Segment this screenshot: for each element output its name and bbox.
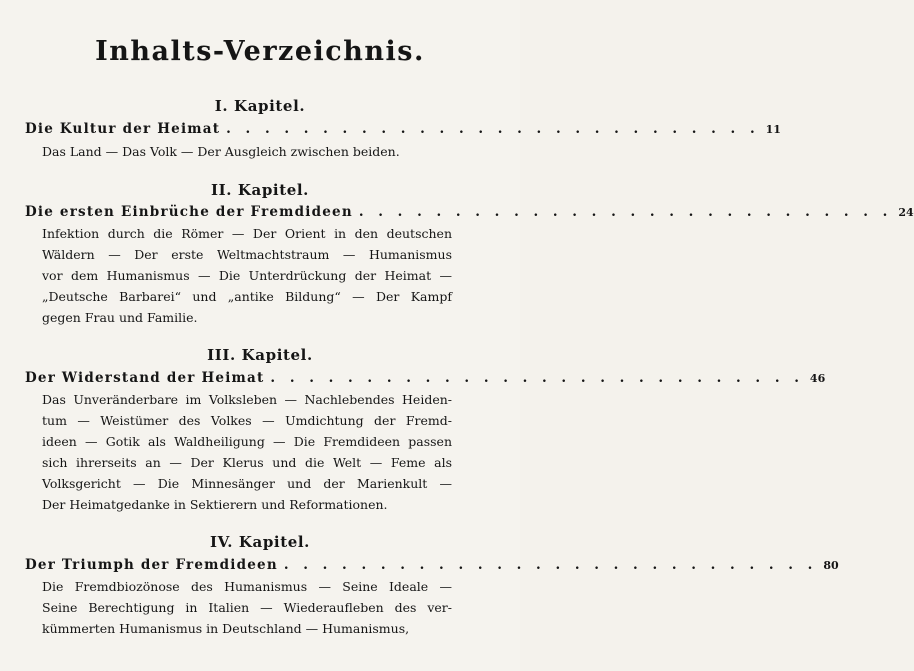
toc-entry [25,204,914,224]
summary-line: Die Fremdbiozönose des Humanismus — Seine Ideale — [42,579,452,594]
chapter-heading: IV. Kapitel. [209,533,310,551]
chapter-summary [42,389,452,515]
chapter-heading: III. Kapitel. [207,346,313,364]
entry-title: Die Kultur der Heimat [25,121,221,137]
summary-line: Das Land — Das Volk — Der Ausgleich zwischen beiden. [42,144,400,159]
chapter-summary [42,141,452,162]
toc-entry [25,370,826,390]
summary-line: Das Unveränderbare im Volksleben — Nachlebendes Heiden- [42,392,452,407]
page-number: 11 [765,123,781,136]
summary-line: Wäldern — Der erste Weltmachtstraum — Humanismus [42,247,452,262]
summary-line: Volksgericht — Die Minnesänger und der Marienkult — [42,476,452,491]
page-number: 24 [898,206,914,219]
chapter-heading: I. Kapitel. [214,97,306,115]
chapter-summary [42,223,452,328]
toc-entry [25,121,781,141]
summary-line: gegen Frau und Familie. [42,310,198,325]
summary-line: ideen — Gotik als Waldheiligung — Die Fremdideen passen [42,434,452,449]
chapter-summary [42,576,452,639]
entry-title: Der Triumph der Fremdideen [25,557,278,573]
summary-line: kümmerten Humanismus in Deutschland — Humanismus, [42,621,410,636]
summary-line: sich ihrerseits an — Der Klerus und die Welt — Feme als [42,455,452,470]
page-number: 80 [823,559,839,572]
summary-line: „Deutsche Barbarei“ und „antike Bildung“ — Der Kampf [42,289,452,304]
summary-line: Der Heimatgedanke in Sektierern und Reformationen. [42,497,388,512]
summary-line: tum — Weistümer des Volkes — Umdichtung der Fremd- [42,413,452,428]
leader-dots: . . . . . . . . . . . . . . . . . . . . . . . . . . . . [283,557,818,573]
toc-entry [25,557,839,577]
page-number: 46 [809,372,826,385]
chapter-heading: II. Kapitel. [210,181,309,199]
summary-line: Infektion durch die Römer — Der Orient in den deutschen [42,226,452,241]
page-title: Inhalts-Verzeichnis. [95,36,425,67]
leader-dots: . . . . . . . . . . . . . . . . . . . . . . . . . . . . [270,370,804,386]
summary-line: vor dem Humanismus — Die Unterdrückung der Heimat — [42,268,452,283]
leader-dots: . . . . . . . . . . . . . . . . . . . . . . . . . . . . [226,121,760,137]
entry-title: Der Widerstand der Heimat [25,370,265,386]
leader-dots: . . . . . . . . . . . . . . . . . . . . . . . . . . . . [358,204,893,220]
summary-line: Seine Berechtigung in Italien — Wiederaufleben des ver- [42,600,452,615]
entry-title: Die ersten Einbrüche der Fremdideen [25,204,353,220]
